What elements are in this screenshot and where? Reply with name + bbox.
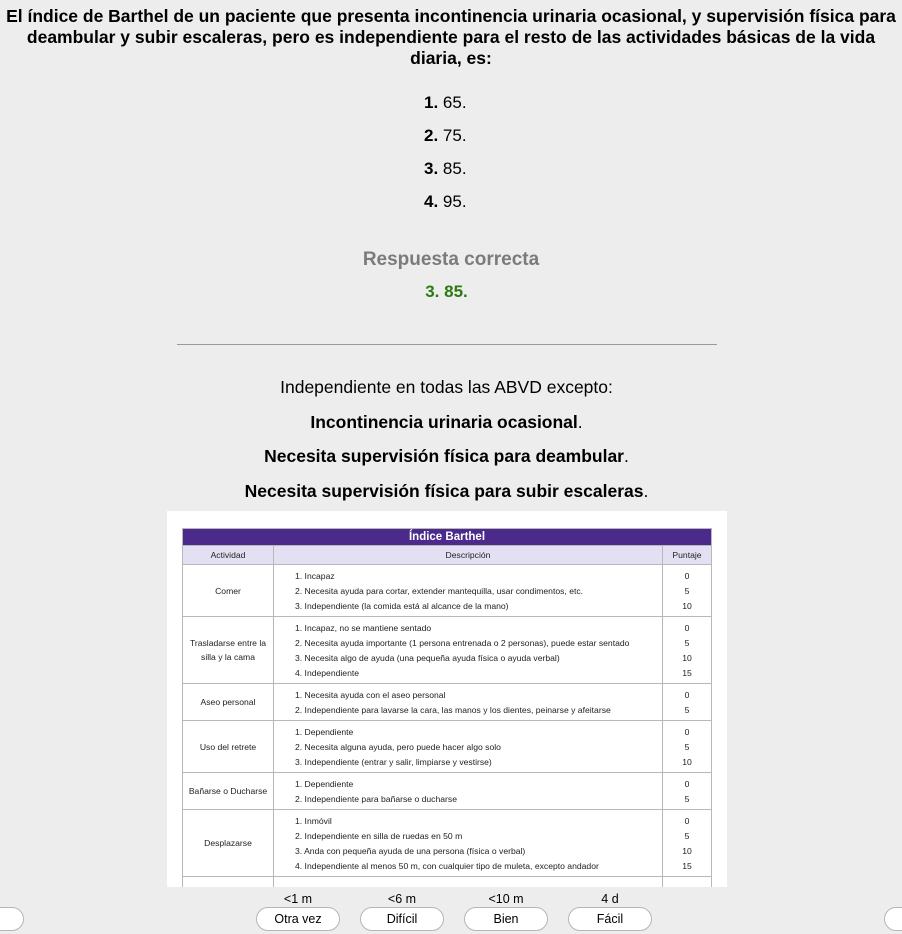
- description-item: 3. Independiente (la comida está al alcance de la mano): [295, 601, 509, 611]
- column-header-score: Puntaje: [663, 546, 712, 565]
- score-value: 0: [684, 727, 690, 737]
- correct-answer: 3. 85.: [425, 282, 468, 301]
- answer-heading: Respuesta correcta: [362, 249, 540, 270]
- description-cell: [274, 810, 663, 877]
- score-value: 0: [684, 623, 690, 633]
- description-item: 3. Anda con pequeña ayuda de una persona (física o verbal): [295, 846, 526, 856]
- good-button[interactable]: Bien: [464, 907, 548, 931]
- score-cell: [663, 617, 712, 684]
- description-item: 4. Independiente al menos 50 m, con cualquier tipo de muleta, excepto andador: [295, 861, 599, 871]
- description-item: 2. Necesita ayuda para cortar, extender mantequilla, usar condimentos, etc.: [295, 586, 584, 596]
- table-row: [183, 565, 712, 617]
- question-text: El índice de Barthel de un paciente que presenta incontinencia urinaria ocasional, y supervisión física para deambular y subir escaleras, pero es independiente para el resto de las actividades básicas de la vida diaria, es:: [6, 6, 896, 68]
- score-value: 5: [684, 831, 690, 841]
- score-value: 10: [682, 757, 692, 767]
- explanation-point: [0, 446, 893, 467]
- description-item: 2. Independiente para lavarse la cara, las manos y los dientes, peinarse y afeitarse: [295, 705, 611, 715]
- score-value: 10: [682, 653, 692, 663]
- score-value: 15: [682, 861, 692, 871]
- description-item: 2. Independiente para bañarse o ducharse: [295, 794, 457, 804]
- explanation-point-text: Necesita supervisión física para subir escaleras: [244, 481, 644, 501]
- interval-label-good: <10 m: [488, 892, 524, 906]
- interval-label-hard: <6 m: [387, 892, 417, 906]
- option-number: 4.: [424, 192, 439, 211]
- table-row: [183, 721, 712, 773]
- easy-button[interactable]: Fácil: [568, 907, 652, 931]
- answer-rating-bar: [0, 887, 902, 934]
- option-text: 95.: [442, 192, 467, 211]
- table-row: [183, 877, 712, 888]
- score-value: 5: [684, 742, 690, 752]
- score-cell: [663, 877, 712, 888]
- activity-cell: Aseo personal: [183, 684, 274, 721]
- description-item: 1. Incapaz, no se mantiene sentado: [295, 623, 432, 633]
- hard-button[interactable]: Difícil: [360, 907, 444, 931]
- description-cell: [274, 721, 663, 773]
- activity-cell: Comer: [183, 565, 274, 617]
- column-header-activity: Actividad: [183, 546, 274, 565]
- description-cell: [274, 773, 663, 810]
- score-value: 5: [684, 794, 690, 804]
- description-item: 1. Dependiente: [295, 779, 354, 789]
- description-cell: [274, 565, 663, 617]
- option-number: 3.: [424, 159, 439, 178]
- description-item: 2. Necesita alguna ayuda, pero puede hacer algo solo: [295, 742, 501, 752]
- description-item: 2. Necesita ayuda importante (1 persona entrenada o 2 personas), puede estar sentado: [295, 638, 630, 648]
- description-item: 2. Independiente en silla de ruedas en 50 m: [295, 831, 463, 841]
- description-item: 3. Independiente (entrar y salir, limpiarse y vestirse): [295, 757, 492, 767]
- score-cell: [663, 810, 712, 877]
- activity-cell: Uso del retrete: [183, 721, 274, 773]
- option-item: [424, 92, 467, 125]
- activity-cell: Trasladarse entre la silla y la cama: [183, 617, 274, 684]
- table-row: [183, 617, 712, 684]
- barthel-table: [182, 528, 712, 887]
- description-item: 4. Independiente: [295, 668, 360, 678]
- answer-options: [424, 92, 467, 224]
- score-value: 0: [684, 816, 690, 826]
- interval-label-again: <1 m: [283, 892, 313, 906]
- right-edge-button[interactable]: [884, 907, 902, 931]
- score-value: 0: [684, 779, 690, 789]
- option-item: [424, 125, 467, 158]
- score-cell: [663, 773, 712, 810]
- description-item: 1. Dependiente: [295, 727, 354, 737]
- option-item: [424, 191, 467, 224]
- score-cell: [663, 721, 712, 773]
- column-header-description: Descripción: [274, 546, 663, 565]
- option-text: 85.: [442, 159, 467, 178]
- explanation-intro: Independiente en todas las ABVD excepto:: [280, 377, 613, 397]
- score-value: 10: [682, 846, 692, 856]
- table-title: Índice Barthel: [183, 529, 712, 546]
- table-row: [183, 684, 712, 721]
- description-item: 1. Inmóvil: [295, 816, 332, 826]
- again-button[interactable]: Otra vez: [256, 907, 340, 931]
- explanation-point: [0, 481, 893, 502]
- left-edge-button[interactable]: [0, 907, 24, 931]
- description-cell: [274, 877, 663, 888]
- explanation-period: .: [624, 446, 629, 466]
- divider: [177, 344, 717, 345]
- interval-label-easy: 4 d: [601, 892, 619, 906]
- explanation-point: [0, 412, 893, 433]
- score-value: 0: [684, 690, 690, 700]
- table-row: [183, 773, 712, 810]
- activity-cell: Desplazarse: [183, 810, 274, 877]
- option-number: 2.: [424, 126, 439, 145]
- table-row: [183, 810, 712, 877]
- option-text: 65.: [442, 93, 467, 112]
- explanation-period: .: [643, 481, 649, 501]
- score-value: 5: [684, 638, 690, 648]
- description-item: 1. Necesita ayuda con el aseo personal: [295, 690, 446, 700]
- option-text: 75.: [442, 126, 467, 145]
- barthel-table-image: [167, 511, 727, 887]
- description-cell: [274, 684, 663, 721]
- description-cell: [274, 617, 663, 684]
- score-cell: [663, 565, 712, 617]
- activity-cell: Bañarse o Ducharse: [183, 773, 274, 810]
- score-value: 5: [684, 705, 690, 715]
- score-value: 5: [684, 586, 690, 596]
- score-value: 0: [684, 571, 690, 581]
- table-title-row: [183, 529, 712, 546]
- score-value: 10: [682, 601, 692, 611]
- option-item: [424, 158, 467, 191]
- explanation-point-text: Incontinencia urinaria ocasional: [310, 412, 578, 432]
- score-cell: [663, 684, 712, 721]
- description-item: 3. Necesita algo de ayuda (una pequeña ayuda física o ayuda verbal): [295, 653, 560, 663]
- option-number: 1.: [424, 93, 439, 112]
- score-value: 15: [682, 668, 692, 678]
- explanation-period: .: [577, 412, 583, 432]
- explanation-point-text: Necesita supervisión física para deambular: [264, 446, 624, 466]
- table-header-row: [183, 546, 712, 565]
- activity-cell: [183, 877, 274, 888]
- description-item: 1. Incapaz: [295, 571, 335, 581]
